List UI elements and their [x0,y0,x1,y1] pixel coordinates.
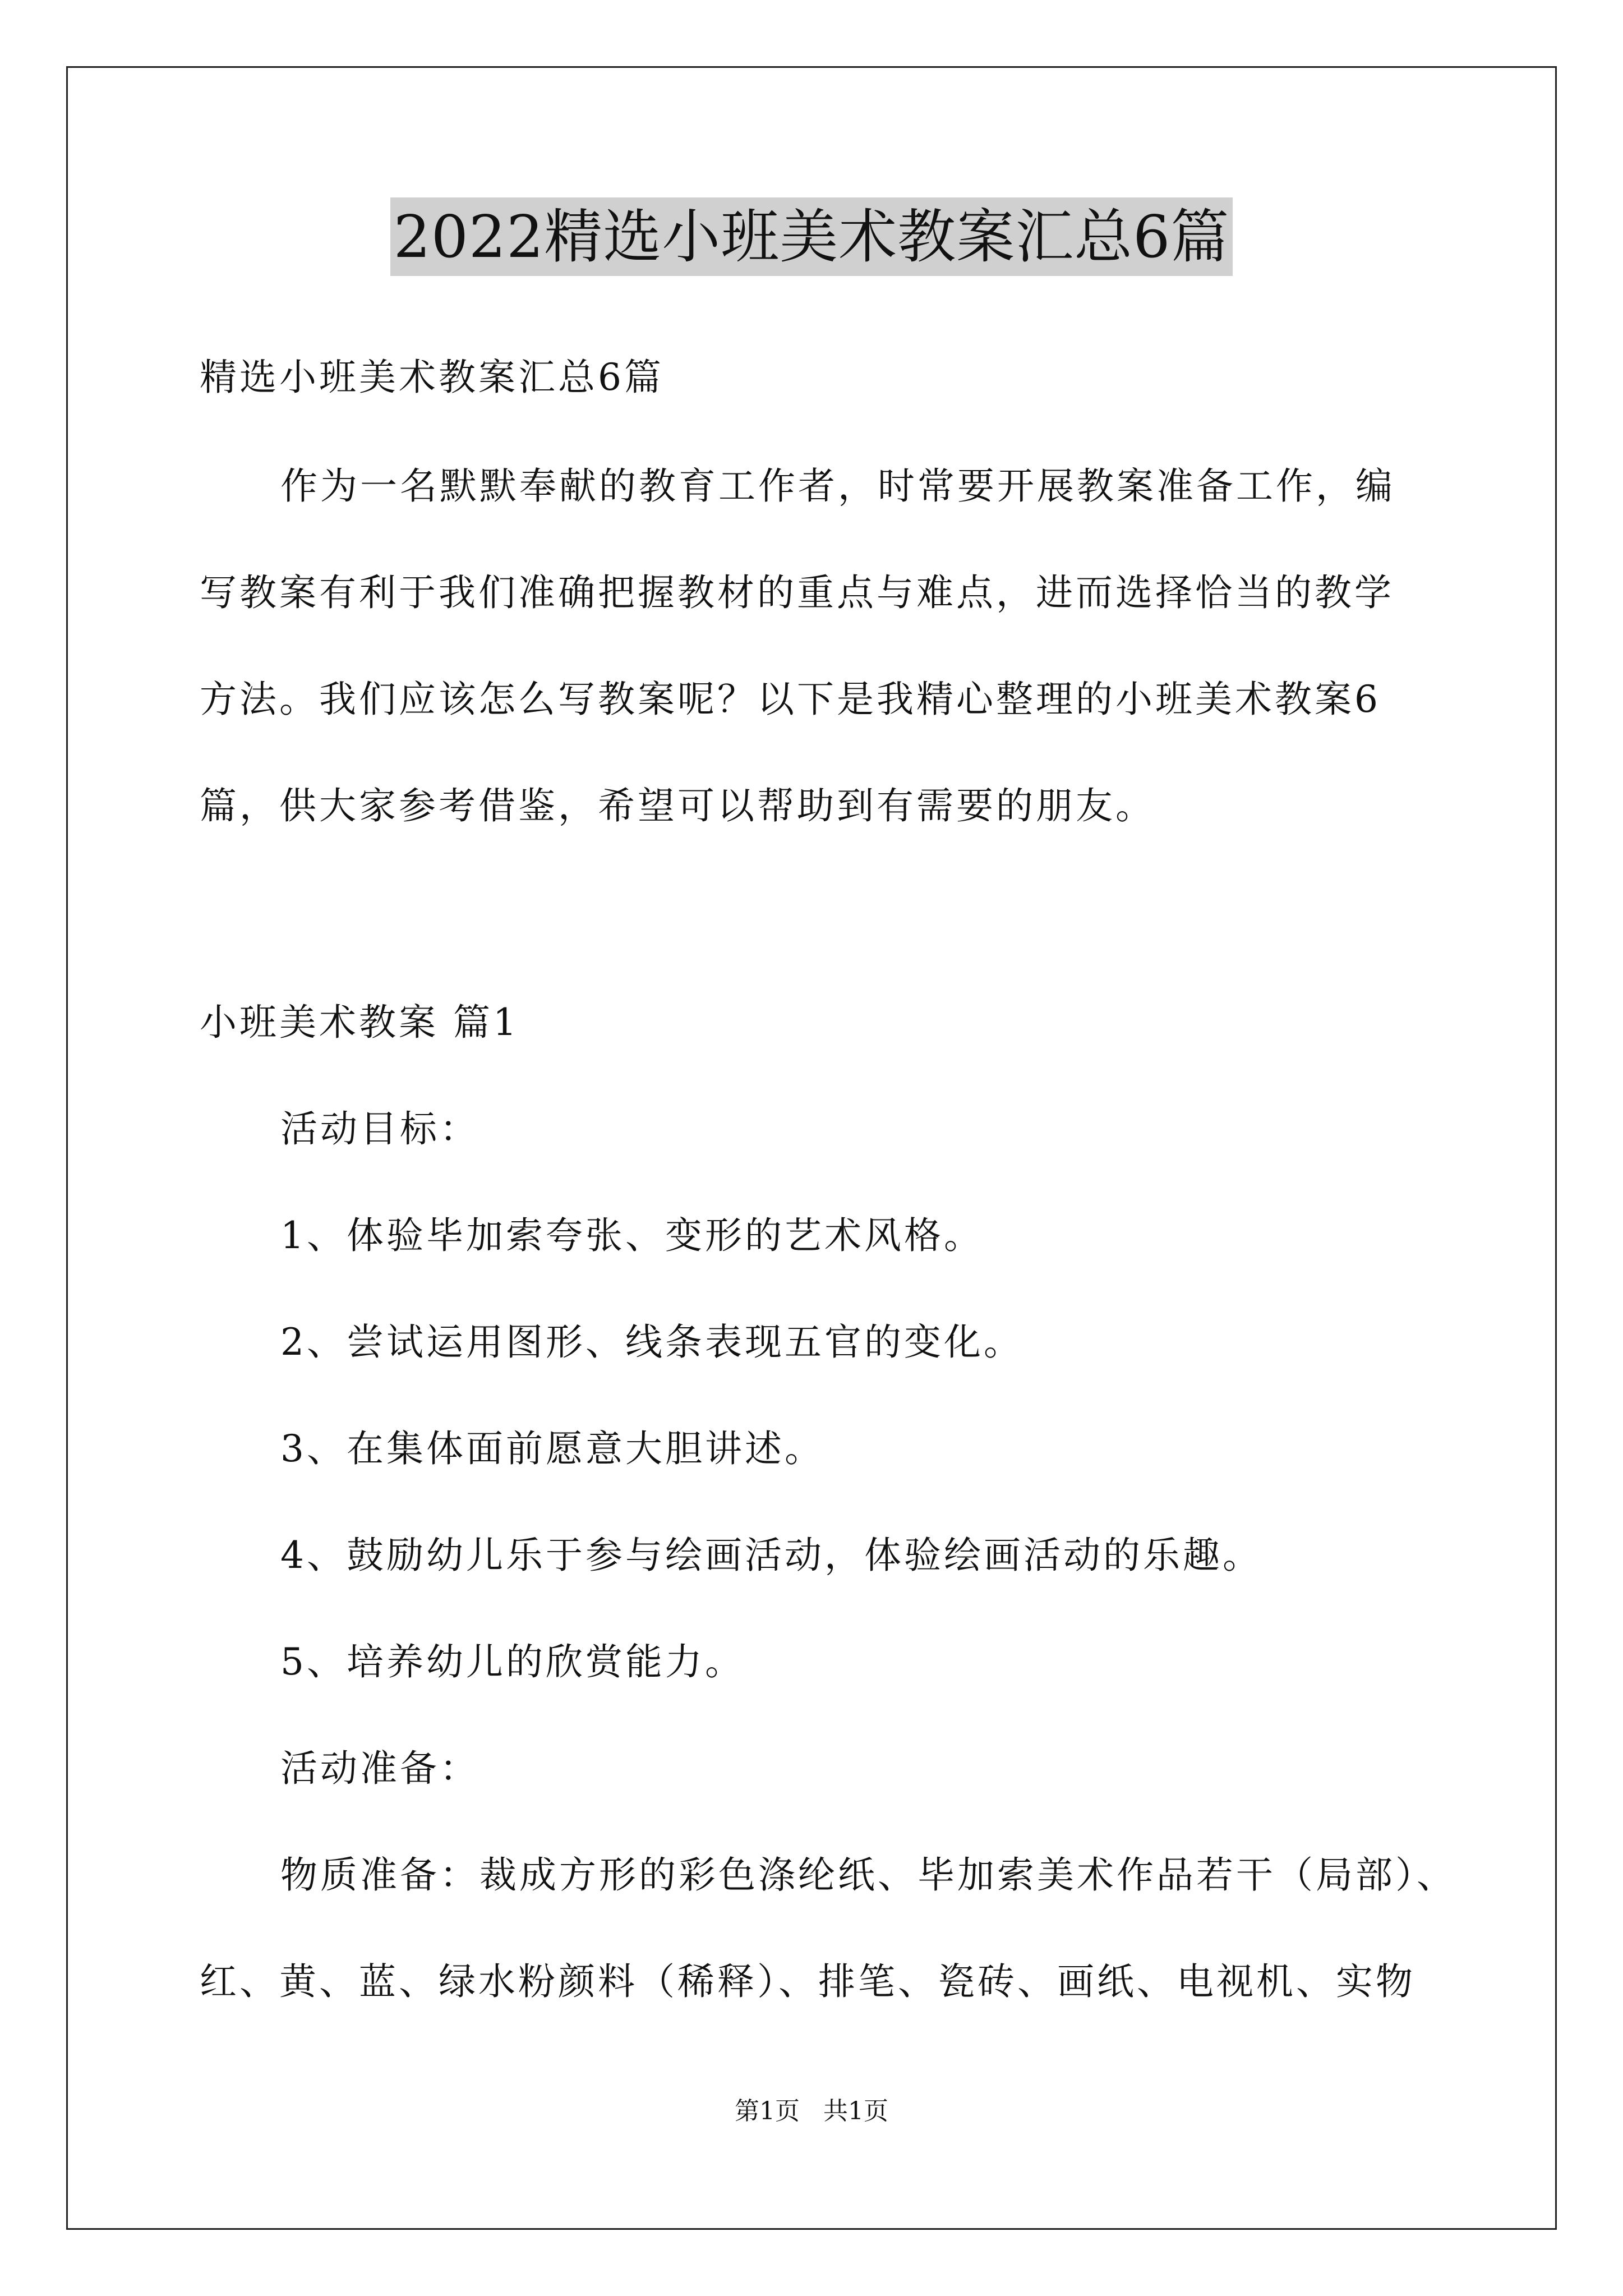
goal-item: 3、在集体面前愿意大胆讲述。 [280,1427,824,1470]
prep-line: 物质准备：裁成方形的彩色涤纶纸、毕加索美术作品若干（局部）、 [280,1853,1456,1897]
intro-line: 方法。我们应该怎么写教案呢？以下是我精心整理的小班美术教案6 [200,678,1381,721]
prep-line: 红、黄、蓝、绿水粉颜料（稀释）、排笔、瓷砖、画纸、电视机、实物 [200,1960,1415,2003]
goal-item: 1、体验毕加索夸张、变形的艺术风格。 [280,1214,984,1257]
goals-heading: 活动目标： [280,1107,479,1151]
intro-line: 篇，供大家参考借鉴，希望可以帮助到有需要的朋友。 [200,784,1155,827]
document-title: 2022精选小班美术教案汇总6篇 [390,197,1233,276]
document-subtitle: 精选小班美术教案汇总6篇 [200,356,664,399]
intro-line: 作为一名默默奉献的教育工作者，时常要开展教案准备工作，编 [280,464,1395,508]
prep-heading: 活动准备： [280,1747,479,1790]
goal-item: 4、鼓励幼儿乐于参与绘画活动，体验绘画活动的乐趣。 [280,1534,1262,1577]
title-container [0,197,1623,276]
section-heading: 小班美术教案 篇1 [200,1001,519,1044]
goal-item: 5、培养幼儿的欣赏能力。 [280,1640,745,1683]
page-footer: 第1页 共1页 [735,2097,888,2125]
intro-line: 写教案有利于我们准确把握教材的重点与难点，进而选择恰当的教学 [200,571,1394,614]
goal-item: 2、尝试运用图形、线条表现五官的变化。 [280,1320,1023,1364]
